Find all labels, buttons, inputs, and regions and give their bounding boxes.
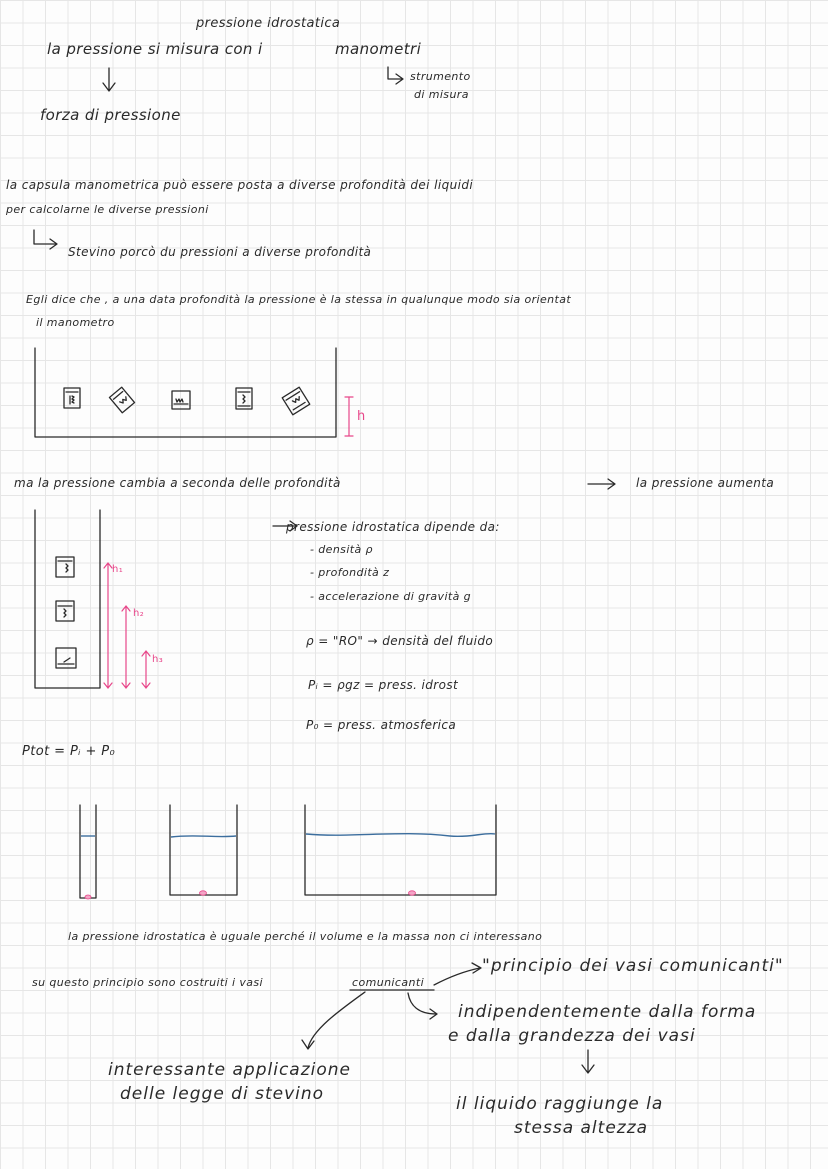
statement-line-2: il manometro <box>36 316 115 329</box>
manometer-icon <box>56 557 74 577</box>
pi-formula: Pᵢ = ρgz = press. idrost <box>308 678 459 692</box>
manometer-icon <box>282 387 310 415</box>
depth-line: ma la pressione cambia a seconda delle profondità <box>14 476 341 490</box>
vessel-medium <box>170 805 237 895</box>
tool-label-1: strumento <box>410 70 471 83</box>
vessel-wide <box>305 805 496 895</box>
stevino-line: Stevino porcò du pressioni a diverse profondità <box>68 245 372 259</box>
water-surfaces <box>81 834 495 837</box>
intro-force: forza di pressione <box>40 106 181 124</box>
depends-item-2: - profondità z <box>310 566 390 579</box>
manometer-icon <box>236 388 252 409</box>
independence-line-2: e dalla grandezza dei vasi <box>448 1026 696 1046</box>
ptot-formula: Ptot = Pᵢ + P₀ <box>22 744 116 759</box>
manometer-icon <box>109 387 134 413</box>
manometer-icon <box>64 388 80 408</box>
application-line-2: delle legge di stevino <box>120 1084 325 1104</box>
principle-name: "principio dei vasi comunicanti" <box>482 956 784 976</box>
hook-arrow-icon <box>408 993 437 1019</box>
principle-comunicanti: comunicanti <box>352 976 425 989</box>
tool-label-2: di misura <box>414 88 469 101</box>
depends-item-3: - accelerazione di gravità g <box>310 590 472 603</box>
depth-annotations <box>104 397 353 688</box>
p0-definition: P₀ = press. atmosferica <box>306 718 457 732</box>
intro-line: la pressione si misura con i <box>47 40 263 58</box>
application-line-1: interessante applicazione <box>108 1060 351 1080</box>
manometer-icon <box>56 601 74 621</box>
fig2-h3-label: h₃ <box>152 654 164 665</box>
arrow-down-icon <box>582 1050 594 1073</box>
manometer-icon <box>172 391 190 409</box>
principle-line: su questo principio sono costruiti i vasi <box>32 976 263 989</box>
vessels-caption: la pressione idrostatica è uguale perché il volume e la massa non ci interessano <box>68 930 543 943</box>
depth-conclusion: la pressione aumenta <box>636 476 775 490</box>
curved-arrow-icon <box>302 992 365 1049</box>
hook-arrow-icon <box>388 67 403 84</box>
fig2-container <box>35 510 100 688</box>
arrow-right-icon <box>434 963 481 985</box>
fig1-h-label: h <box>357 409 366 424</box>
vessel-narrow <box>80 805 96 898</box>
result-line-1: il liquido raggiunge la <box>456 1094 664 1114</box>
arrow-down-icon <box>103 68 115 91</box>
intro-manometri: manometri <box>335 40 422 58</box>
page-title: pressione idrostatica <box>196 16 341 31</box>
manometer-icon <box>56 648 76 668</box>
capsule-line-2: per calcolarne le diverse pressioni <box>6 203 209 216</box>
statement-line-1: Egli dice che , a una data profondità la pressione è la stessa in qualunque modo sia orientat <box>26 293 572 306</box>
depends-item-1: - densità ρ <box>310 543 373 556</box>
result-line-2: stessa altezza <box>514 1118 649 1138</box>
fig2-h1-label: h₁ <box>112 564 124 575</box>
arrow-right-icon <box>588 479 615 489</box>
rho-definition: ρ = "RO" → densità del fluido <box>306 634 494 648</box>
arrow-right-icon <box>273 521 297 531</box>
capsule-line-1: la capsula manometrica può essere posta a diverse profondità dei liquidi <box>6 178 474 192</box>
fig2-h2-label: h₂ <box>133 608 145 619</box>
independence-line-1: indipendentemente dalla forma <box>458 1002 757 1022</box>
depends-heading: pressione idrostatica dipende da: <box>286 520 500 534</box>
hook-arrow-icon <box>34 230 57 249</box>
